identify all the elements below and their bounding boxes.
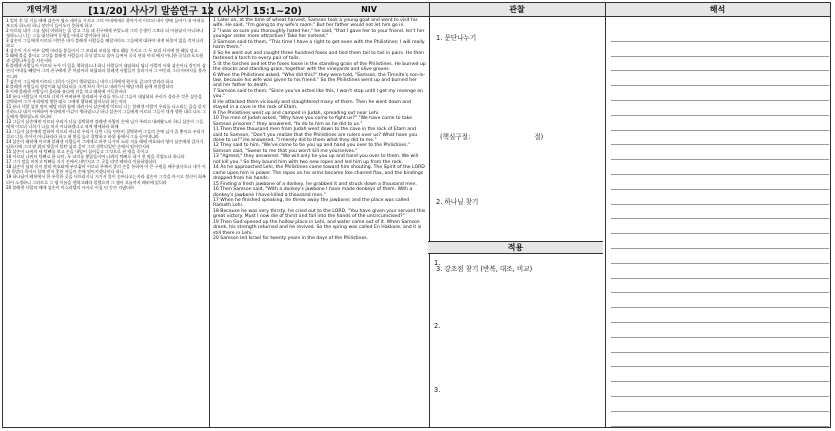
interpretation-header: 해석: [605, 3, 830, 17]
english-version-header: NIV: [309, 3, 429, 17]
verse-line: 16 이르되 나귀의 턱뼈로 한 더미, 두 더미를 쌓았음이여 나귀의 턱뼈로 내가 천 명을 죽였도다 하니라: [6, 154, 185, 160]
verse-line: 17 그가 말을 마치고 턱뼈를 자기 손에서 내던지고 그 곳을 라맛 레히라 이름하였더라: [6, 159, 157, 165]
keyword-label: (핵심구절: 절): [440, 133, 544, 141]
observation-item: 3. 강조점 찾기 (반복, 대조, 비교): [436, 265, 533, 273]
verse-line: 17 When he finished speaking, he threw away the jawbone; and the place was called Ramath Lehi.: [213, 197, 409, 209]
observation-header: 관찰: [429, 3, 605, 17]
verse-line: 11 유다 사람 삼천 명이 에담 바위 틈에 내려가서 삼손에게 이르되 너는 블레셋 사람이 우리를 다스리는 줄을 알지 못하느냐 네가 어찌하여 우리에게 이같이 행하였느냐 하니 삼손이 그들에게 이르되 그들이 내게 행한 대로 나도 그들에게 행하였노라 하니라: [6, 103, 206, 119]
application-item: 2.: [434, 322, 441, 330]
verse-line: 14 삼손이 레히에 이르매 블레셋 사람들이 그에게로 마주 나가며 소리 지를 때에 여호와의 영이 삼손에게 갑자기 임하시매 그의 팔 위의 밧줄이 불탄 삼과 같이 그의 결박되었던 손에서 떨어진지라: [6, 139, 204, 150]
verse-line: 7 Samson said to them, "Since you've acted like this, I won't stop until I get my revenge on you.": [213, 88, 424, 100]
korean-text: [6, 18, 207, 426]
interpretation-lines: [611, 27, 829, 427]
worksheet-frame: [2, 2, 831, 428]
verse-line: 1 얼마 후 밀 거둘 때에 삼손이 염소 새끼를 가지고 그의 아내에게로 찾아가서 이르되 내가 방에 들어가 내 아내를 보고자 하노라 하니 장인이 들어오지 못하게 하고: [6, 18, 205, 29]
verse-line: 9 The Philistines went up and camped in Judah, spreading out near Lehi.: [213, 110, 380, 116]
verse-line: 11 Then three thousand men from Judah went down to the cave in the rock of Etam and said to Samson, "Don't you realize that the Philistines are rulers over us? What have you done to us?" He answered, "I merely did to them what they did to me.": [213, 127, 418, 143]
verse-line: 20 Samson led Israel for twenty years in the days of the Philistines.: [213, 236, 369, 242]
verse-line: 9 이에 블레셋 사람들이 올라와 유다에 진을 치고 레히에 가득한지라: [6, 88, 127, 94]
verse-line: 18 삼손이 심히 목이 말라 여호와께 부르짖어 이르되 주께서 종의 손을 통하여 이 큰 구원을 베푸셨사오나 내가 이제 목말라 죽어서 할례 받지 못한 자들의 손에 떨어지겠나이다 하니: [6, 164, 206, 175]
verse-line: 13 "Agreed," they answered. "We will only tie you up and hand you over to them. We will not kill you." So they bound him with two new ropes and led him up from the rock.: [213, 154, 419, 165]
column-divider: [605, 3, 606, 427]
column-divider: [429, 3, 430, 427]
application-item: 1.: [434, 259, 441, 267]
verse-line: 1 Later on, at the time of wheat harvest, Samson took a young goat and went to visit his wife. He said, "I'm going to my wife's room." But her father would not let him go in.: [213, 18, 418, 29]
verse-line: 3 삼손이 그들에게 이르되 이번은 내가 블레셋 사람들을 해할지라도 그들에게 대하여 내게 허물이 없을 것이니라 하고: [6, 38, 204, 49]
verse-line: 19 Then God opened up the hollow place in Lehi, and water came out of it. When Samson drank, his strength returned and he revived. So the spring was called En Hakkore, and it is still there in Lehi.: [213, 219, 422, 236]
verse-line: 2 이르되 네가 그를 심히 미워하는 줄 알고 그를 네 친구에게 주었노라 그의 동생이 그보다 더 아름답지 아니하냐 청하노니 너는 그를 대신하여 동생을 아내로 맞이하라 하니: [6, 28, 204, 39]
english-text: [213, 18, 426, 426]
verse-line: 8 He attacked them viciously and slaughtered many of them. Then he went down and stayed in a cave in the rock of Etam.: [213, 99, 411, 111]
page-title: [11/20] 사사기 말씀연구 12 (사사기 15:1~20): [81, 3, 309, 17]
application-header: 적용: [428, 241, 603, 254]
column-divider: [209, 3, 210, 427]
verse-line: 18 Because he was very thirsty, he cried out to the LORD, "You have given your servant this great victory. Must I now die of thirst and fall into the hands of the uncircumcised?": [213, 208, 426, 220]
verse-line: 6 블레셋 사람들이 이르되 누가 이 일을 행하였느냐 하니 사람들이 대답하되 딤나 사람의 사위 삼손이니 장인이 삼손의 아내를 빼앗아 그의 친구에게 준 까닭이라 하였더라 블레셋 사람들이 올라가서 그 여인과 그의 아버지를 불사르니라: [6, 63, 206, 79]
verse-line: 20 블레셋 사람의 때에 삼손이 이스라엘의 사사로 이십 년 동안 지냈더라: [6, 184, 134, 190]
verse-line: 15 삼손이 나귀의 새 턱뼈를 보고 손을 내밀어 집어들고 그것으로 천 명을 죽이고: [6, 149, 149, 155]
verse-line: 7 삼손이 그들에게 이르되 너희가 이같이 행하였으니 내가 너희에게 원수를 갚고야 말리라 하고: [6, 78, 174, 84]
observation-item: 2. 하나님 찾기: [436, 198, 479, 206]
verse-line: 5 홰에 불을 붙이고 그것을 블레셋 사람들의 곡식 밭으로 몰아 들여서 곡식 단과 아직 베지 아니한 곡식과 포도원과 감람나무들을 사른지라: [6, 53, 204, 64]
verse-line: 8 블레셋 사람들의 정강이와 넓적다리를 크게 쳐서 죽이고 내려가서 에담 바위 틈에 머물렀더라: [6, 83, 174, 89]
verse-line: 12 그들이 삼손에게 이르되 우리가 너를 결박하여 블레셋 사람의 손에 넘겨 주려고 내려왔노라 하니 삼손이 그들에게 이르되 너희가 나를 치지 아니하겠다고 내게 맹세하라 하매: [6, 118, 204, 129]
verse-line: 5 lit the torches and let the foxes loose in the standing grain of the Philistines. He burned up the shocks and standing grain, together with the vineyards and olive groves.: [213, 61, 426, 73]
verse-line: 10 The men of Judah asked, "Why have you come to fight us?" "We have come to take Samson prisoner," they answered, "to do to him as he did to us.": [213, 116, 412, 127]
verse-line: 4 삼손이 가서 여우 삼백 마리를 붙들어서 그 꼬리와 꼬리를 매고 홰를 가지고 그 두 꼬리 사이에 한 홰를 달고: [6, 48, 198, 54]
verse-line: 19 하나님이 레히에서 한 우묵한 곳을 터뜨리시니 거기서 물이 솟아나오는지라 삼손이 그것을 마시고 정신이 회복되어 소생하니 그러므로 그 샘 이름을 엔학고레라 불렀으며 그 샘이 오늘까지 레히에 있더라: [6, 174, 206, 185]
verse-line: 16 Then Samson said, "With a donkey's jawbone I have made donkeys of them. With a donkey's jawbone I have killed a thousand men.": [213, 187, 413, 198]
verse-line: 15 Finding a fresh jawbone of a donkey, he grabbed it and struck down a thousand men.: [213, 181, 417, 187]
verse-line: 4 So he went out and caught three hundred foxes and tied them tail to tail in pairs. He then fastened a torch to every pair of tails,: [213, 50, 424, 62]
verse-line: 10 유다 사람들이 이르되 너희가 어찌하여 올라와서 우리를 치느냐 그들이 대답하되 우리가 올라온 것은 삼손을 결박하여 그가 우리에게 행한 대로 그에게 행하려 함이로라 하는지라: [6, 93, 202, 104]
observation-item: 1. 문단나누기: [436, 34, 477, 42]
verse-line: 13 그들이 삼손에게 말하여 이르되 아니라 우리가 다만 너를 단단히 결박하여 그들의 손에 넘겨 줄 뿐이요 우리가 결코 너를 죽이지 아니하리라 하고 새 밧줄 둘로 결박하고 바위 틈에서 그를 끌어내니라: [6, 129, 205, 140]
verse-line: 3 Samson said to them, "This time I have a right to get even with the Philistines; I will really harm them.": [213, 39, 425, 51]
verse-line: 2 "I was so sure you thoroughly hated her," he said, "that I gave her to your friend. Isn't her younger sister more attractive? Take her instead.": [213, 28, 425, 40]
verse-line: 14 As he approached Lehi, the Philistines came toward him shouting. The Spirit of the LORD came upon him in power. The ropes on his arms became like charred flax, and the bindings dropped from his hands.: [213, 165, 425, 182]
translation-header: 개역개정: [3, 3, 81, 17]
application-item: 3.: [434, 386, 441, 394]
verse-line: 12 They said to him, "We've come to tie you up and hand you over to the Philistines." Samson said, "Swear to me that you won't kill me yourselves.": [213, 143, 411, 154]
verse-line: 6 When the Philistines asked, "Who did this?" they were told, "Samson, the Timnite's son-in-law, because his wife was given to his friend." So the Philistines went up and burned her and her father to death.: [213, 72, 426, 89]
